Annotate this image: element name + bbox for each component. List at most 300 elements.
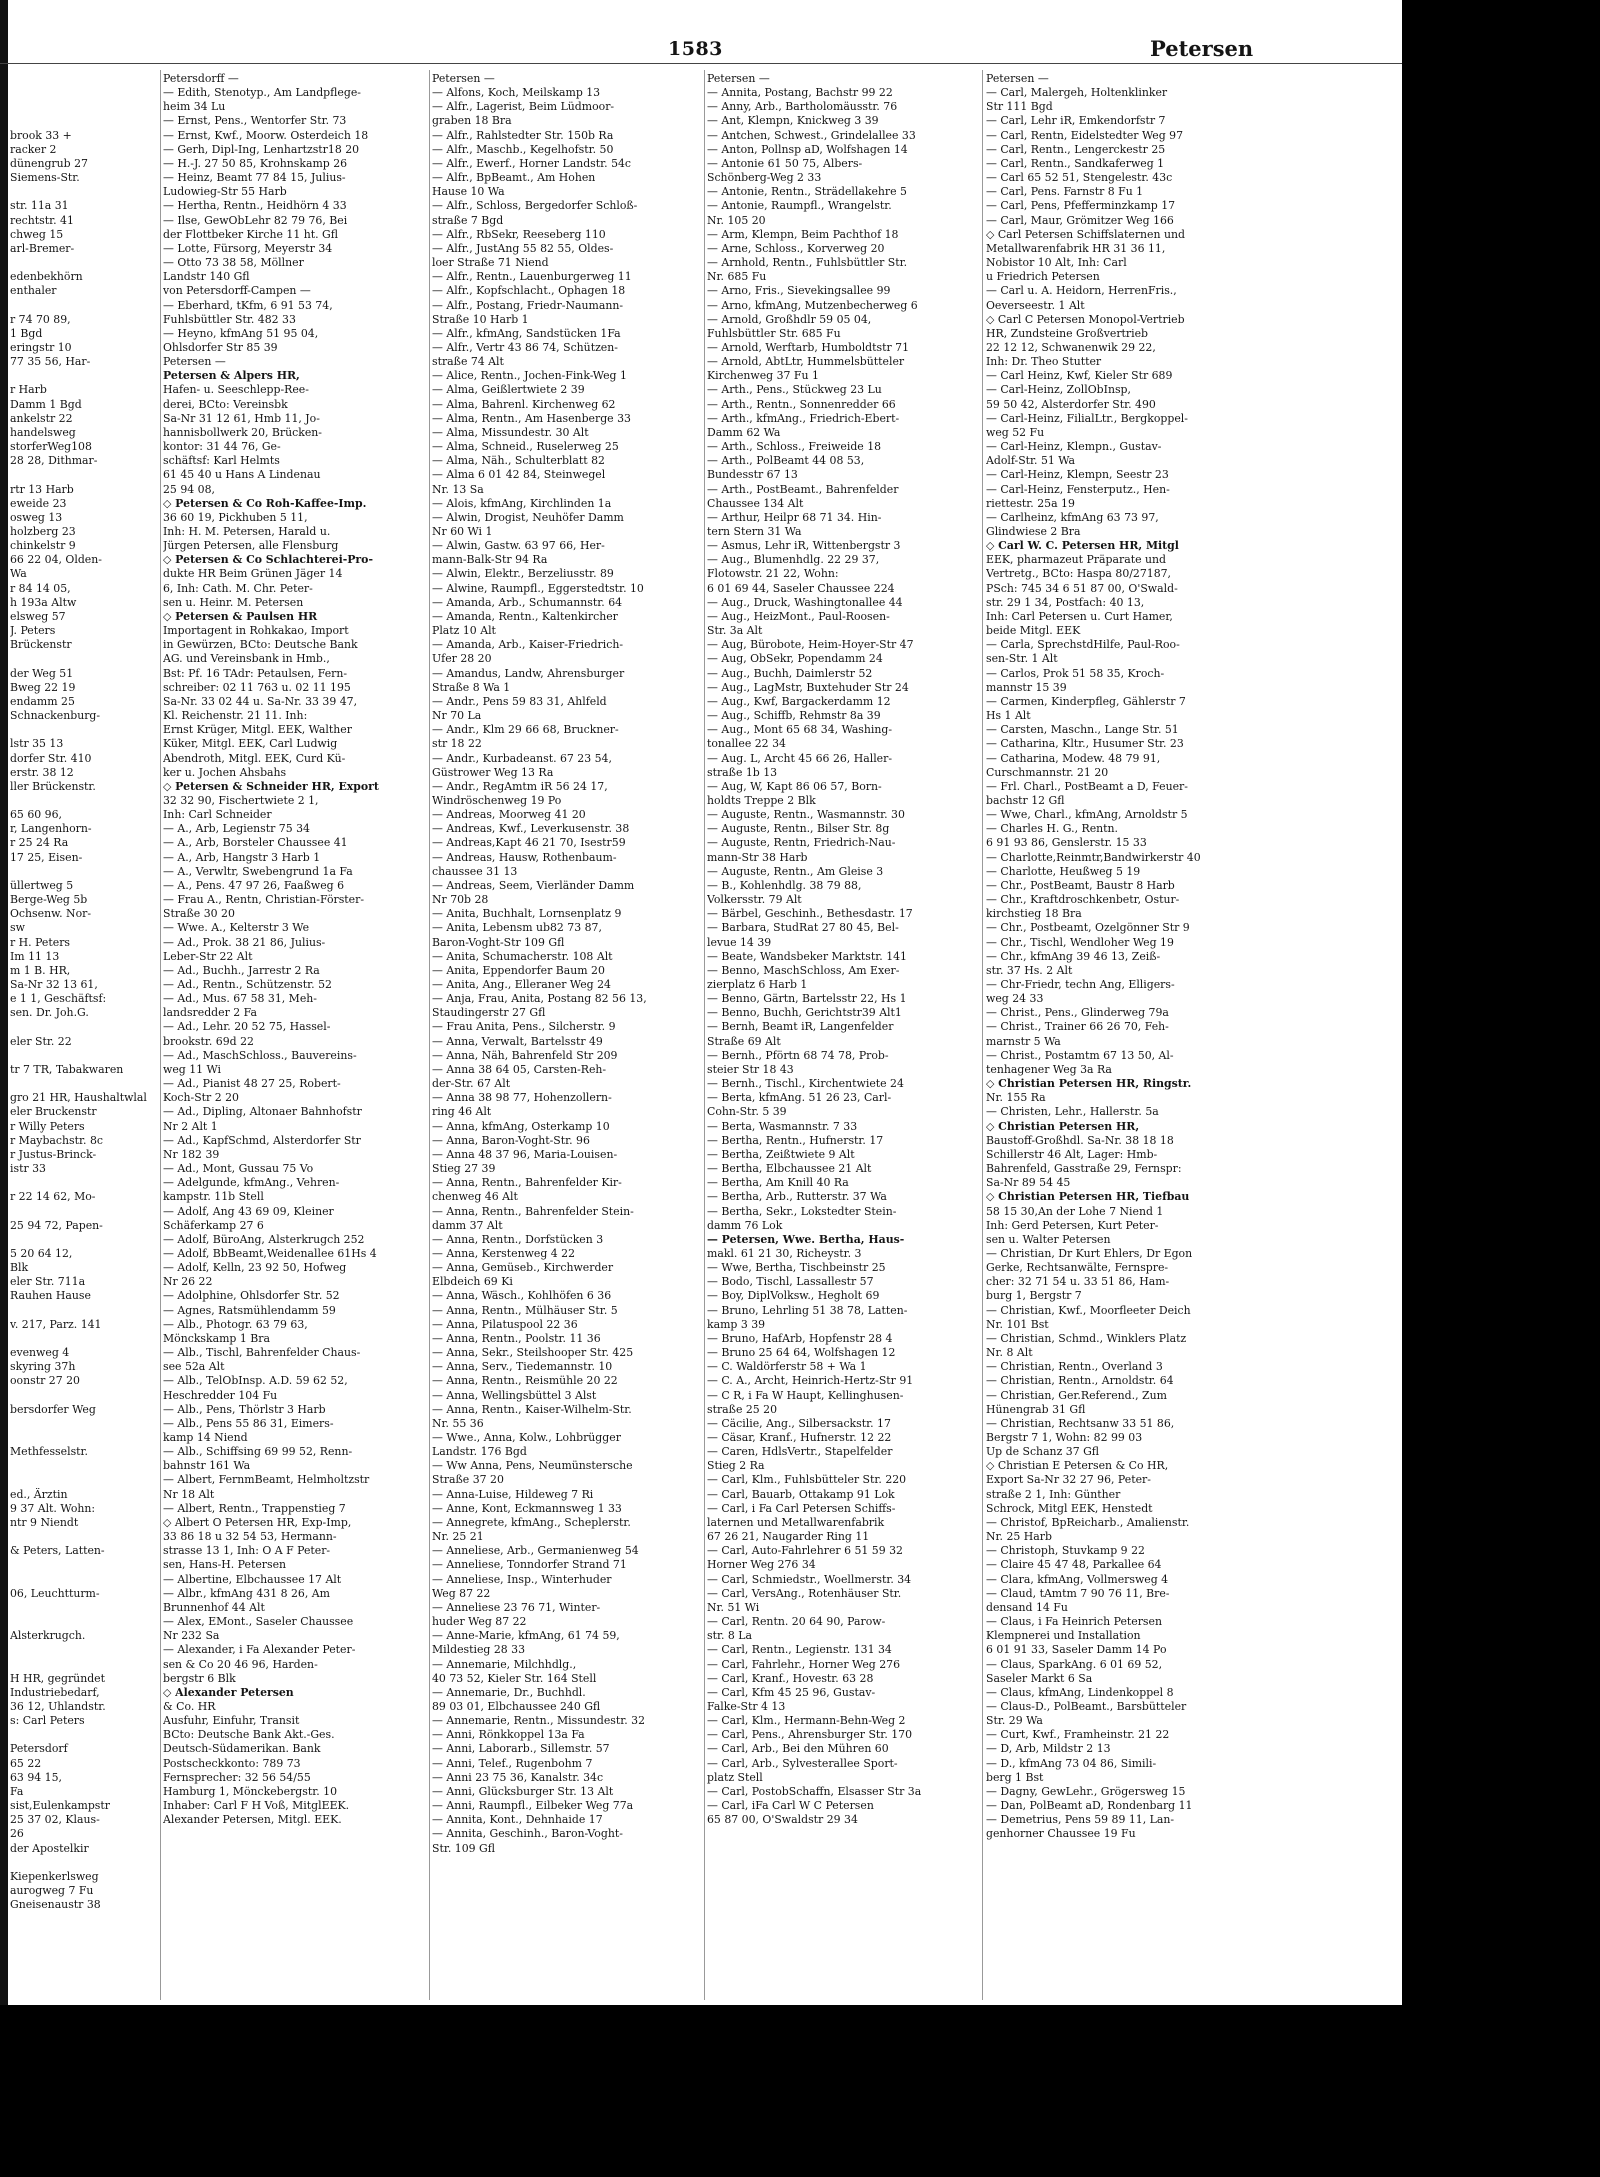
directory-entry-line: — Carl, Rentn., Legienstr. 131 34: [707, 1643, 892, 1657]
directory-entry-line: — Carl, VersAng., Rotenhäuser Str.: [707, 1586, 902, 1600]
directory-entry-line: — Alwin, Drogist, Neuhöfer Damm: [432, 510, 624, 524]
directory-entry-line: der-Str. 67 Alt: [432, 1077, 511, 1091]
directory-entry-line: [10, 1304, 160, 1318]
directory-entry-line: Baustoff-Großhdl. Sa-Nr. 38 18 18: [986, 1133, 1174, 1147]
directory-entry-line: Straße 10 Harb 1: [432, 312, 529, 326]
directory-entry-line: [10, 1020, 160, 1034]
directory-entry-line: — Andreas, Seem, Vierländer Damm: [432, 878, 635, 892]
directory-entry-line: [10, 1431, 160, 1445]
directory-entry-line: — Caren, HdlsVertr., Stapelfelder: [707, 1445, 893, 1459]
directory-entry-line: str. 29 1 34, Postfach: 40 13,: [986, 595, 1145, 609]
directory-entry-line: — Ad., Prok. 38 21 86, Julius-: [163, 935, 326, 949]
directory-entry-line: — Ad., Mont, Gussau 75 Vo: [163, 1162, 314, 1176]
scan-background-bottom: [0, 2005, 1402, 2177]
directory-entry-line: aurogweg 7 Fu: [10, 1884, 94, 1897]
directory-entry-line: Nr 70 La: [432, 709, 482, 723]
directory-entry-line: ◇ Christian Petersen HR,: [986, 1119, 1140, 1133]
directory-entry-line: mann-Balk-Str 94 Ra: [432, 553, 548, 567]
directory-entry-line: — Alfr., RbSekr, Reeseberg 110: [432, 227, 606, 241]
directory-entry-line: — Alwin, Elektr., Berzeliusstr. 89: [432, 567, 614, 581]
directory-entry-line: Nr 26 22: [163, 1275, 213, 1289]
directory-entry-line: eler Str. 711a: [10, 1275, 86, 1289]
directory-entry-line: Nobistor 10 Alt, Inh: Carl: [986, 256, 1127, 270]
column-divider: [704, 70, 705, 2000]
column-1: [163, 72, 426, 1827]
directory-entry-line: — Arth., Pens., Stückweg 23 Lu: [707, 383, 882, 397]
directory-entry-line: — Charlotte,Reinmtr,Bandwirkerstr 40: [986, 850, 1201, 864]
directory-entry-line: [10, 1077, 160, 1091]
page-number: 1583: [668, 38, 723, 60]
directory-entry-line: Industriebedarf,: [10, 1685, 100, 1699]
directory-entry-line: m 1 B. HR,: [10, 963, 71, 977]
directory-entry-line: — Alb., Schiffsing 69 99 52, Renn-: [163, 1445, 353, 1459]
directory-entry-line: [10, 1389, 160, 1403]
directory-entry-line: — Aug., Mont 65 68 34, Washing-: [707, 723, 893, 737]
directory-entry-line: — Ad., Rentn., Schützenstr. 52: [163, 978, 332, 991]
directory-entry-line: — Albertine, Elbchaussee 17 Alt: [163, 1572, 342, 1586]
directory-entry-line: [10, 468, 160, 482]
directory-entry-line: kontor: 31 44 76, Ge-: [163, 440, 281, 454]
directory-entry-line: Weg 87 22: [432, 1586, 491, 1600]
directory-entry-line: — Antonie 61 50 75, Albers-: [707, 156, 863, 170]
directory-entry-line: & Peters, Latten-: [10, 1544, 105, 1558]
directory-entry-line: Falke-Str 4 13: [707, 1699, 786, 1713]
column-2: [432, 72, 700, 1856]
directory-entry-line: — Christian, Rechtsanw 33 51 86,: [986, 1416, 1175, 1430]
directory-entry-line: in Gewürzen, BCto: Deutsche Bank: [163, 638, 358, 652]
directory-entry-line: — Aug., Druck, Washingtonallee 44: [707, 595, 903, 609]
directory-entry-line: — B., Kohlenhdlg. 38 79 88,: [707, 878, 862, 892]
directory-entry-line: — Andr., Pens 59 83 31, Ahlfeld: [432, 694, 607, 708]
directory-entry-line: Fernsprecher: 32 56 54/55: [163, 1770, 311, 1784]
directory-entry-line: — Bernh, Beamt iR, Langenfelder: [707, 1020, 894, 1034]
directory-entry-line: — Carsten, Maschn., Lange Str. 51: [986, 723, 1179, 737]
directory-entry-line: — Aug., Schiffb, Rehmstr 8a 39: [707, 709, 881, 723]
directory-entry-line: 17 25, Eisen-: [10, 850, 83, 864]
directory-entry-line: Gerke, Rechtsanwälte, Fernspre-: [986, 1261, 1169, 1275]
directory-entry-line: loer Straße 71 Niend: [432, 256, 549, 270]
directory-entry-line: Ausfuhr, Einfuhr, Transit: [163, 1714, 300, 1728]
directory-entry-line: — Aug., HeizMont., Paul-Roosen-: [707, 609, 890, 623]
directory-entry-line: — Arnhold, Rentn., Fuhlsbüttler Str.: [707, 256, 908, 270]
directory-entry-line: — Carl-Heinz, Fensterputz., Hen-: [986, 482, 1170, 496]
directory-entry-line: EEK, pharmazeut Präparate und: [986, 553, 1166, 567]
directory-entry-line: — Auguste, Rentn., Am Gleise 3: [707, 864, 884, 878]
directory-entry-line: — Bertha, Sekr., Lokstedter Stein-: [707, 1204, 897, 1218]
directory-entry-line: burg 1, Bergstr 7: [986, 1289, 1082, 1303]
directory-entry-line: — Annemarie, Rentn., Missundestr. 32: [432, 1714, 646, 1728]
directory-entry-line: — Anja, Frau, Anita, Postang 82 56 13,: [432, 992, 647, 1006]
directory-entry-line: Nr. 25 Harb: [986, 1530, 1052, 1544]
directory-entry-line: — Anneliese 23 76 71, Winter-: [432, 1600, 601, 1614]
directory-entry-line: Nr 70b 28: [432, 893, 489, 907]
directory-entry-line: — Benno, Buchh, Gerichtstr39 Alt1: [707, 1006, 902, 1020]
directory-entry-line: 61 45 40 u Hans A Lindenau: [163, 468, 321, 482]
directory-entry-line: ◇ Carl C Petersen Monopol-Vertrieb: [986, 312, 1185, 326]
directory-entry-line: — Anna 48 37 96, Maria-Louisen-: [432, 1147, 618, 1161]
directory-entry-line: dünengrub 27: [10, 156, 88, 170]
directory-entry-line: — Adelgunde, kfmAng., Vehren-: [163, 1176, 340, 1190]
directory-entry-line: ◇ Petersen & Co Schlachterei-Pro-: [163, 553, 373, 567]
directory-entry-line: Importagent in Rohkakao, Import: [163, 624, 349, 638]
header-rule: [0, 63, 1402, 64]
directory-entry-line: [10, 100, 160, 114]
directory-entry-line: [10, 652, 160, 666]
directory-entry-line: Sa-Nr 32 13 61,: [10, 978, 98, 991]
directory-entry-line: straße 1b 13: [707, 765, 778, 779]
directory-entry-line: — Adolphine, Ohlsdorfer Str. 52: [163, 1289, 340, 1303]
directory-entry-line: Küker, Mitgl. EEK, Carl Ludwig: [163, 737, 338, 751]
directory-entry-line: — Carl, i Fa Carl Petersen Schiffs-: [707, 1501, 896, 1515]
directory-entry-line: [10, 1856, 160, 1870]
directory-entry-line: Bst: Pf. 16 TAdr: Petaulsen, Fern-: [163, 666, 348, 680]
directory-entry-line: der Flottbeker Kirche 11 ht. Gfl: [163, 227, 339, 241]
directory-entry-line: r Harb: [10, 383, 47, 397]
directory-entry-line: — Bruno 25 64 64, Wolfshagen 12: [707, 1346, 896, 1360]
directory-entry-line: — Carl-Heinz, FilialLtr., Bergkoppel-: [986, 411, 1188, 425]
directory-entry-line: — Anna, Pilatuspool 22 36: [432, 1317, 578, 1331]
directory-entry-line: — Alma 6 01 42 84, Steinwegel: [432, 468, 606, 482]
directory-entry-line: — Adolf, BüroAng, Alsterkrugch 252: [163, 1232, 365, 1246]
directory-entry-line: Bweg 22 19: [10, 680, 76, 694]
directory-entry-line: — Antchen, Schwest., Grindelallee 33: [707, 128, 916, 142]
directory-entry-line: — Agnes, Ratsmühlendamm 59: [163, 1303, 336, 1317]
directory-entry-line: Fuhlsbüttler Str. 685 Fu: [707, 326, 841, 340]
directory-entry-line: ◇ Carl W. C. Petersen HR, Mitgl: [986, 539, 1179, 553]
directory-entry-line: Alexander Petersen, Mitgl. EEK.: [163, 1813, 342, 1827]
directory-entry-line: berg 1 Bst: [986, 1770, 1044, 1784]
directory-entry-line: weg 11 Wi: [163, 1062, 222, 1076]
directory-entry-line: — Bodo, Tischl, Lassallestr 57: [707, 1275, 874, 1289]
directory-entry-line: Bahrenfeld, Gasstraße 29, Fernspr:: [986, 1162, 1182, 1176]
directory-entry-line: istr 33: [10, 1162, 46, 1176]
directory-entry-line: bergstr 6 Blk: [163, 1671, 236, 1685]
directory-entry-line: — C. A., Archt, Heinrich-Hertz-Str 91: [707, 1374, 914, 1388]
directory-entry-line: Hamburg 1, Mönckebergstr. 10: [163, 1784, 338, 1798]
directory-entry-line: sen & Co 20 46 96, Harden-: [163, 1657, 318, 1671]
directory-entry-line: Straße 30 20: [163, 907, 235, 921]
directory-entry-line: — Christ., Trainer 66 26 70, Feh-: [986, 1020, 1169, 1034]
directory-entry-line: sen. Dr. Joh.G.: [10, 1006, 89, 1020]
directory-entry-line: Platz 10 Alt: [432, 624, 496, 638]
directory-entry-line: Straße 37 20: [432, 1473, 504, 1487]
directory-entry-line: 36 60 19, Pickhuben 5 11,: [163, 510, 308, 524]
directory-entry-line: — Ww Anna, Pens, Neumünstersche: [432, 1459, 633, 1473]
directory-entry-line: Postscheckkonto: 789 73: [163, 1756, 301, 1770]
directory-entry-line: [10, 1459, 160, 1473]
directory-entry-line: Stieg 27 39: [432, 1162, 496, 1176]
directory-entry-line: — Alfr., Vertr 43 86 74, Schützen-: [432, 340, 618, 354]
directory-entry-line: [10, 1728, 160, 1742]
directory-entry-line: Güstrower Weg 13 Ra: [432, 765, 554, 779]
directory-entry-line: Bergstr 7 1, Wohn: 82 99 03: [986, 1431, 1143, 1444]
directory-entry-line: — Alma, Bahrenl. Kirchenweg 62: [432, 397, 616, 411]
directory-entry-line: ◇ Petersen & Paulsen HR: [163, 609, 318, 623]
directory-entry-line: — Hertha, Rentn., Heidhörn 4 33: [163, 199, 347, 213]
directory-entry-line: Export Sa-Nr 32 27 96, Peter-: [986, 1473, 1151, 1487]
directory-entry-line: Oeverseestr. 1 Alt: [986, 298, 1085, 312]
directory-entry-line: Rauhen Hause: [10, 1289, 91, 1303]
directory-entry-line: endamm 25: [10, 694, 75, 708]
directory-entry-line: sw: [10, 921, 25, 935]
directory-entry-line: — Alb., Tischl, Bahrenfelder Chaus-: [163, 1346, 361, 1360]
directory-entry-line: 89 03 01, Elbchaussee 240 Gfl: [432, 1699, 601, 1713]
directory-entry-line: AG. und Vereinsbank in Hmb.,: [163, 652, 330, 666]
directory-entry-line: — Alfr., Maschb., Kegelhofstr. 50: [432, 142, 614, 156]
directory-entry-line: str 18 22: [432, 737, 482, 751]
directory-entry-line: sen-Str. 1 Alt: [986, 652, 1058, 666]
directory-entry-line: Inh: Dr. Theo Stutter: [986, 355, 1102, 369]
directory-entry-line: Schrock, Mitgl EEK, Henstedt: [986, 1501, 1153, 1515]
directory-entry-line: [10, 256, 160, 270]
directory-entry-line: levue 14 39: [707, 935, 772, 949]
directory-entry-line: der Apostelkir: [10, 1841, 89, 1855]
directory-entry-line: r Justus-Brinck-: [10, 1147, 97, 1161]
column-4: [986, 72, 1258, 1842]
directory-entry-line: — Demetrius, Pens 59 89 11, Lan-: [986, 1813, 1175, 1827]
directory-entry-line: Petersen —: [432, 72, 495, 85]
directory-entry-line: — Aug., LagMstr, Buxtehuder Str 24: [707, 680, 909, 694]
directory-entry-line: — Christian, Ger.Referend., Zum: [986, 1388, 1167, 1402]
directory-entry-line: Str. 29 Wa: [986, 1714, 1043, 1728]
directory-entry-line: bahnstr 161 Wa: [163, 1459, 251, 1473]
directory-entry-line: ◇ Alexander Petersen: [163, 1685, 294, 1699]
directory-entry-line: — Heinz, Beamt 77 84 15, Julius-: [163, 171, 346, 185]
directory-entry-line: — Anni, Rönkkoppel 13a Fa: [432, 1728, 585, 1742]
directory-entry-line: platz Stell: [707, 1770, 763, 1784]
directory-entry-line: Deutsch-Südamerikan. Bank: [163, 1742, 321, 1756]
directory-entry-line: straße 2 1, Inh: Günther: [986, 1487, 1121, 1501]
directory-entry-line: kampstr. 11b Stell: [163, 1190, 264, 1204]
column-3: [707, 72, 977, 1827]
directory-entry-line: 65 87 00, O'Swaldstr 29 34: [707, 1813, 858, 1827]
directory-entry-line: — Anna 38 64 05, Carsten-Reh-: [432, 1062, 607, 1076]
directory-entry-line: 65 60 96,: [10, 808, 62, 822]
directory-entry-line: — Christoph, Stuvkamp 9 22: [986, 1544, 1145, 1558]
directory-entry-line: r 74 70 89,: [10, 312, 71, 326]
directory-entry-line: — Ernst, Pens., Wentorfer Str. 73: [163, 114, 347, 128]
directory-entry-line: — Arno, kfmAng, Mutzenbecherweg 6: [707, 298, 918, 312]
directory-entry-line: Damm 1 Bgd: [10, 397, 82, 411]
directory-entry-line: [10, 1530, 160, 1544]
directory-entry-line: [10, 1205, 160, 1219]
directory-entry-line: Inh: Gerd Petersen, Kurt Peter-: [986, 1218, 1159, 1232]
directory-entry-line: chaussee 31 13: [432, 864, 518, 878]
directory-entry-line: — Eberhard, tKfm, 6 91 53 74,: [163, 298, 333, 312]
directory-entry-line: 25 94 08,: [163, 482, 215, 496]
directory-entry-line: — Christian, Rentn., Arnoldstr. 64: [986, 1374, 1174, 1388]
directory-entry-line: — Albert, FernmBeamt, Helmholtzstr: [163, 1473, 370, 1487]
directory-entry-line: 67 26 21, Naugarder Ring 11: [707, 1530, 870, 1544]
directory-entry-line: — Anna, kfmAng, Osterkamp 10: [432, 1119, 610, 1133]
directory-entry-line: — Ad., Pianist 48 27 25, Robert-: [163, 1077, 341, 1091]
directory-entry-line: — Bertha, Rentn., Hufnerstr. 17: [707, 1133, 884, 1147]
directory-entry-line: 33 86 18 u 32 54 53, Hermann-: [163, 1530, 337, 1544]
directory-entry-line: 6 01 91 33, Saseler Damm 14 Po: [986, 1643, 1167, 1657]
directory-entry-line: — A., Pens. 47 97 26, Faaßweg 6: [163, 878, 345, 892]
directory-entry-line: — Alma, Schneid., Ruselerweg 25: [432, 440, 619, 454]
directory-entry-line: — Curt, Kwf., Framheinstr. 21 22: [986, 1728, 1170, 1742]
directory-entry-line: — Anneliese, Tonndorfer Strand 71: [432, 1558, 627, 1572]
directory-entry-line: see 52a Alt: [163, 1360, 225, 1374]
directory-entry-line: — Carl, Kfm 45 25 96, Gustav-: [707, 1685, 876, 1699]
directory-entry-line: — Frl. Charl., PostBeamt a D, Feuer-: [986, 779, 1188, 793]
directory-entry-line: Landstr. 176 Bgd: [432, 1445, 527, 1459]
directory-entry-line: Straße 69 Alt: [707, 1034, 781, 1048]
directory-entry-line: Brückenstr: [10, 638, 72, 652]
directory-entry-line: Kl. Reichenstr. 21 11. Inh:: [163, 709, 308, 723]
directory-entry-line: gro 21 HR, Haushaltwlal: [10, 1091, 147, 1105]
directory-entry-line: Str. 3a Alt: [707, 624, 763, 638]
directory-entry-line: — Arth., PolBeamt 44 08 53,: [707, 454, 865, 468]
directory-entry-line: Straße 8 Wa 1: [432, 680, 511, 694]
directory-entry-line: — Alfr., Lagerist, Beim Lüdmoor-: [432, 100, 615, 114]
directory-entry-line: Flotowstr. 21 22, Wohn:: [707, 567, 839, 581]
directory-entry-line: — Ad., KapfSchmd, Alsterdorfer Str: [163, 1133, 361, 1147]
directory-entry-line: — Andreas, Moorweg 41 20: [432, 808, 586, 822]
directory-entry-line: — Carl, Rentn., Lengerckestr 25: [986, 142, 1166, 156]
directory-entry-line: 1 Bgd: [10, 326, 43, 340]
directory-entry-line: — Amanda, Arb., Kaiser-Friedrich-: [432, 638, 624, 652]
directory-entry-line: Brunnenhof 44 Alt: [163, 1600, 265, 1614]
directory-entry-line: — Cäsar, Kranf., Hufnerstr. 12 22: [707, 1431, 892, 1444]
directory-entry-line: v. 217, Parz. 141: [10, 1317, 102, 1331]
directory-entry-line: landsredder 2 Fa: [163, 1006, 257, 1020]
directory-entry-line: J. Peters: [10, 624, 56, 638]
directory-entry-line: Staudingerstr 27 Gfl: [432, 1006, 546, 1020]
directory-entry-line: — Adolf, Ang 43 69 09, Kleiner: [163, 1204, 334, 1218]
directory-entry-line: — Chr., kfmAng 39 46 13, Zeiß-: [986, 949, 1161, 963]
directory-entry-line: — Ad., Dipling, Altonaer Bahnhofstr: [163, 1105, 362, 1119]
directory-entry-line: — Carl, Rentn. 20 64 90, Parow-: [707, 1615, 886, 1629]
directory-entry-line: schäftsf: Karl Helmts: [163, 454, 280, 468]
directory-entry-line: — Alb., Pens 55 86 31, Eimers-: [163, 1416, 334, 1430]
directory-entry-line: 06, Leuchtturm-: [10, 1586, 100, 1600]
directory-entry-line: r Maybachstr. 8c: [10, 1133, 103, 1147]
directory-entry-line: — Ad., Lehr. 20 52 75, Hassel-: [163, 1020, 331, 1034]
directory-entry-line: — Annita, Kont., Dehnhaide 17: [432, 1813, 603, 1827]
directory-entry-line: Damm 62 Wa: [707, 425, 781, 439]
directory-entry-line: — Arthur, Heilpr 68 71 34. Hin-: [707, 510, 882, 524]
directory-entry-line: 77 35 56, Har-: [10, 355, 91, 369]
directory-entry-line: — Wwe, Bertha, Tischbeinstr 25: [707, 1261, 886, 1275]
directory-entry-line: — Carmen, Kinderpfleg, Gählerstr 7: [986, 694, 1186, 708]
directory-entry-line: Inh: H. M. Petersen, Harald u.: [163, 525, 331, 538]
directory-entry-line: derei, BCto: Vereinsbk: [163, 397, 288, 411]
directory-entry-line: bachstr 12 Gfl: [986, 793, 1065, 807]
directory-entry-line: — Anita, Buchhalt, Lornsenplatz 9: [432, 907, 622, 921]
directory-entry-line: Str. 109 Gfl: [432, 1841, 495, 1855]
directory-entry-line: ◇ Petersen & Schneider HR, Export: [163, 779, 379, 793]
directory-entry-line: — Annita, Postang, Bachstr 99 22: [707, 86, 893, 100]
directory-entry-line: enthaler: [10, 284, 57, 298]
directory-entry-line: — Barbara, StudRat 27 80 45, Bel-: [707, 921, 899, 935]
directory-entry-line: 36 12, Uhlandstr.: [10, 1699, 106, 1713]
directory-entry-line: Curschmannstr. 21 20: [986, 765, 1109, 779]
directory-entry-line: 58 15 30,An der Lohe 7 Niend 1: [986, 1204, 1164, 1218]
directory-entry-line: evenweg 4: [10, 1346, 70, 1360]
directory-entry-line: Landstr 140 Gfl: [163, 270, 250, 284]
directory-entry-line: — Christ., Postamtm 67 13 50, Al-: [986, 1048, 1174, 1062]
directory-entry-line: — Carl Heinz, Kwf, Kieler Str 689: [986, 369, 1173, 383]
directory-entry-line: — Chr., Tischl, Wendloher Weg 19: [986, 935, 1174, 949]
directory-entry-line: Berge-Weg 5b: [10, 893, 88, 907]
directory-entry-line: — Anna, Rentn., Poolstr. 11 36: [432, 1331, 601, 1345]
directory-entry-line: — Alfons, Koch, Meilskamp 13: [432, 86, 601, 100]
directory-entry-line: laternen und Metallwarenfabrik: [707, 1515, 885, 1529]
directory-entry-line: — Ant, Klempn, Knickweg 3 39: [707, 114, 879, 128]
directory-entry-line: — Wwe, Charl., kfmAng, Arnoldstr 5: [986, 808, 1188, 822]
directory-entry-line: — Auguste, Rentn., Wasmannstr. 30: [707, 808, 905, 822]
directory-entry-line: Petersdorff —: [163, 72, 239, 85]
directory-entry-line: lstr 35 13: [10, 737, 64, 751]
column-fragment-left: [10, 72, 160, 1912]
directory-entry-line: — Anna, Rentn., Bahrenfelder Kir-: [432, 1176, 622, 1190]
directory-entry-line: — Benno, MaschSchloss, Am Exer-: [707, 963, 900, 977]
directory-entry-line: — Aug., Blumenhdlg. 22 29 37,: [707, 553, 880, 567]
directory-entry-line: — Alex, EMont., Saseler Chaussee: [163, 1615, 354, 1629]
directory-entry-line: [10, 723, 160, 737]
directory-entry-line: bersdorfer Weg: [10, 1402, 96, 1416]
directory-entry-line: — Anneliese, Insp., Winterhuder: [432, 1572, 612, 1586]
directory-entry-line: — Arm, Klempn, Beim Pachthof 18: [707, 227, 899, 241]
directory-entry-line: — Dagny, GewLehr., Grögersweg 15: [986, 1784, 1186, 1798]
directory-entry-line: Nr. 101 Bst: [986, 1317, 1049, 1331]
directory-entry-line: — Alfr., BpBeamt., Am Hohen: [432, 171, 596, 185]
directory-entry-line: — Anita, Eppendorfer Baum 20: [432, 963, 605, 977]
directory-entry-line: — Arnold, Großhdlr 59 05 04,: [707, 312, 872, 326]
directory-entry-line: — Lotte, Fürsorg, Meyerstr 34: [163, 241, 333, 255]
directory-entry-line: ◇ Christian E Petersen & Co HR,: [986, 1459, 1169, 1473]
directory-entry-line: — Ad., Buchh., Jarrestr 2 Ra: [163, 963, 320, 977]
directory-entry-line: — Arth., kfmAng., Friedrich-Ebert-: [707, 411, 900, 425]
directory-entry-line: sen u. Heinr. M. Petersen: [163, 595, 304, 609]
directory-entry-line: Inh: Carl Petersen u. Curt Hamer,: [986, 609, 1173, 623]
directory-entry-line: Nr. 25 21: [432, 1530, 484, 1544]
directory-entry-line: ker u. Jochen Ahsbahs: [163, 765, 287, 779]
directory-entry-line: — Aug., Buchh, Daimlerstr 52: [707, 666, 873, 680]
directory-entry-line: — Edith, Stenotyp., Am Landpflege-: [163, 86, 361, 100]
directory-entry-line: — Aug, W, Kapt 86 06 57, Born-: [707, 779, 882, 793]
directory-entry-line: weg 24 33: [986, 992, 1044, 1006]
directory-entry-line: Mildestieg 28 33: [432, 1643, 526, 1657]
directory-entry-line: Alsterkrugch.: [10, 1629, 86, 1643]
directory-entry-line: r 84 14 05,: [10, 581, 71, 595]
directory-entry-line: — Annegrete, kfmAng., Scheplerstr.: [432, 1515, 631, 1529]
directory-entry-line: Baron-Voght-Str 109 Gfl: [432, 935, 565, 949]
directory-entry-line: Bundesstr 67 13: [707, 468, 798, 482]
directory-entry-line: — Adolf, BbBeamt,Weidenallee 61Hs 4: [163, 1246, 377, 1260]
directory-entry-line: osweg 13: [10, 510, 63, 524]
directory-entry-line: mann-Str 38 Harb: [707, 850, 808, 864]
directory-entry-line: str. 8 La: [707, 1629, 753, 1643]
directory-entry-line: — A., Arb, Hangstr 3 Harb 1: [163, 850, 321, 864]
directory-entry-line: — Alfr., Ewerf., Horner Landstr. 54c: [432, 156, 632, 170]
directory-entry-line: — Anni 23 75 36, Kanalstr. 34c: [432, 1770, 604, 1784]
directory-entry-line: tenhagener Weg 3a Ra: [986, 1062, 1112, 1076]
directory-entry-line: densand 14 Fu: [986, 1600, 1068, 1614]
directory-entry-line: — H.-J. 27 50 85, Krohnskamp 26: [163, 156, 348, 170]
directory-entry-line: — Alwine, Raumpfl., Eggerstedtstr. 10: [432, 581, 644, 595]
directory-entry-line: — Claus-D., PolBeamt., Barsbütteler: [986, 1699, 1187, 1713]
directory-entry-line: Ohlsdorfer Str 85 39: [163, 340, 278, 354]
directory-entry-line: — Alma, Rentn., Am Hasenberge 33: [432, 411, 631, 425]
directory-entry-line: — Clara, kfmAng, Vollmersweg 4: [986, 1572, 1169, 1586]
directory-entry-line: Blk: [10, 1261, 29, 1275]
directory-entry-line: sen, Hans-H. Petersen: [163, 1558, 287, 1572]
directory-entry-line: — Arth., Rentn., Sonnenredder 66: [707, 397, 896, 411]
directory-entry-line: — Carl, Arb., Bei den Mühren 60: [707, 1742, 889, 1756]
